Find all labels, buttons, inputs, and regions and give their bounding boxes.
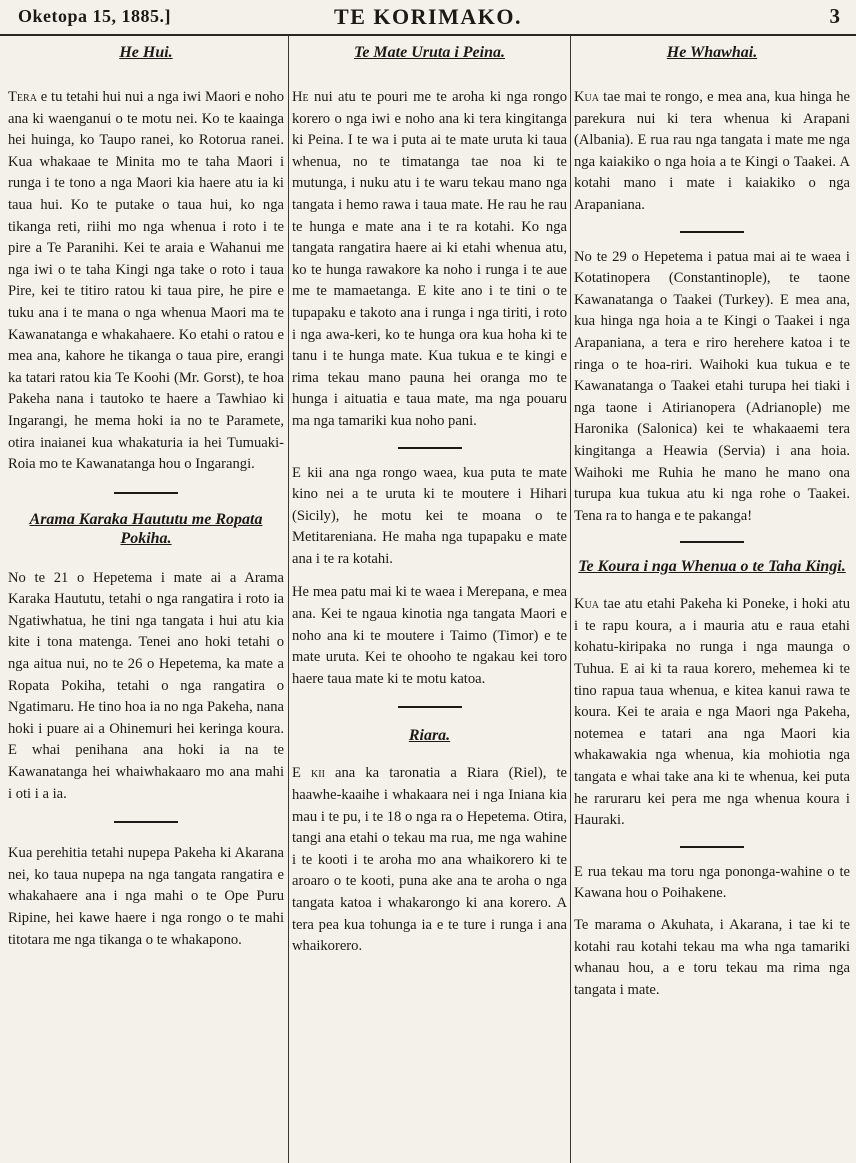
- article-he-hui: [8, 87, 284, 476]
- article-merepana: He mea patu mai ki te waea i Merepana, e mea ana. Kei te ngaua kinotia nga tangata Maori e noho ana ki te moutere i Taimo (Timor) e te mate uruta. Kei te ohooho te ngakau kei toro haere taua mate ki te motu katoa.: [292, 584, 567, 687]
- lead-word: He: [292, 89, 309, 105]
- article-text: tae atu etahi Pakeha ki Poneke, i hoki atu i te rapu koura, a i mauria atu e raua etahi kohatu-kiripaka no runga i nga maunga o Tuhua. E ai ki ta raua korero, mehemea ki te tino rapua taua whenua, e kitea kanui rawa te koura. Kei te araia e nga Maori nga Pakeha, notemea e tatari ana nga Maori kia whakawakia nga whenua, kia mohiotia nga tangata e whai take ana ki te whenua, kei puta he raruraru kei pera me nga whenua koura i Hauraki.: [574, 596, 850, 829]
- newspaper-title: TE KORIMAKO.: [334, 4, 522, 29]
- article-hihari: E kii ana nga rongo waea, kua puta te mate kino nei a te uruta ki te moutere i Hihari (Sicily), he motu kei te moana o te Metitareniana. He maha nga tupapaku e mate ana i te ra kotahi.: [292, 464, 567, 567]
- section-rule: [114, 492, 178, 494]
- article-text: ana ka taronatia a Riara (Riel), te haawhe-kaaihe i whakaara nei i nga Iniana kia mau i te pu, i te 18 o nga ra o Hepetema. Otira, tangi ana etahi o tekau ma rua, me nga wahine i te kooti i te aroha mo ana whaikorero ki te aroaro o te kooti, puna ake ana te aroha o nga tangata katoa i whakarongo ki ana korero. A tera pea kua tohunga ia e te ture i runga i ana whaikorero.: [292, 765, 567, 955]
- section-rule: [398, 706, 462, 708]
- column-divider: [288, 36, 289, 1163]
- article-text: tae mai te rongo, e mea ana, kua hinga he parekura nui ki tera whenua ki Arapani (Albania). E rua rau nga tangata i mate me nga nga kaiakiko o nga hoia a te Kingi o Taakei. A kotahi mano i mate i kaiakiko o nga Arapaniana.: [574, 89, 850, 213]
- section-rule: [114, 821, 178, 823]
- section-rule: [680, 846, 744, 848]
- heading-riara: Riara.: [408, 727, 451, 745]
- section-rule: [680, 231, 744, 233]
- article-whawhai: [574, 87, 850, 217]
- column-3: [574, 37, 850, 1163]
- article-akuhata: Te marama o Akuhata, i Akarana, i tae ki te kotahi rau kotahi tekau ma wha nga tamariki whanau hou, a e toru tekau ma rima nga tangata i mate.: [574, 917, 850, 998]
- article-nupepa: Kua perehitia tetahi nupepa Pakeha ki Akarana nei, ko taua nupepa na nga tangata rangatira e whakahaere ana i nga mahi o te Ope Puru Ripine, hei kawe haere i nga rongo o te mahi titotara me nga tikanga o te whakapono.: [8, 845, 284, 948]
- lead-word: Tera: [8, 89, 37, 105]
- lead-word: Kua: [574, 89, 599, 105]
- heading-he-hui: He Hui.: [119, 44, 173, 61]
- article-arama-karaka: No te 21 o Hepetema i mate ai a Arama Karaka Haututu, tetahi o nga rangatira i roto ia Ngatiwhatua, he tini nga tangata i hui atu kia kite i tona matenga. Tenei ano hoki tetahi o nga aitua nui, no te 26 o Hepetema, ka mate a Ropata Pokiha, tetahi o nga rangatira o Ngatimaru. He tino hoa ia no nga Pakeha, nana hoki i puare ai a Ohinemuri hei keringa koura. E whai penihana ana hoki ia na te Kawanatanga hei whaiwhakaaro mo ana mahi i oti i a ia.: [8, 569, 284, 802]
- column-1: [8, 37, 284, 1163]
- page-number: 3: [829, 4, 840, 28]
- section-rule: [398, 447, 462, 449]
- lead-word: E kii: [292, 765, 325, 782]
- article-mate-uruta: [292, 87, 567, 433]
- heading-whawhai: He Whawhai.: [666, 44, 758, 61]
- article-text: nui atu te pouri me te aroha ki nga rongo korero o nga iwi e noho ana ki tera kingitanga ki Peina. I te wa i puta ai te mate uruta ki taua whenua, no te timatanga tae noa ki te mutunga, i nuku atu i te waru tekau mano nga tangata i hemo rawa i taua mate. He rau he rau te hunga e mate ana i te ra kotahi. Ko nga tangata rangatira haere ai ki etahi whenua atu, ko te hunga rawakore ka noho i runga i te aue me te mamaetanga. E kite ano i te tini o te tupapaku e takoto ana i runga i nga tiriti, i roto i nga awa-keri, ko te hunga ora kua hoha ki te tanu i te hunga mate. Kua tukua e te kingi e rima tekau mano pauna hei oranga mo te hunga i aituatia e taua mate, ma nga pouaru ma nga tamariki kua noho pani.: [292, 89, 567, 429]
- article-kotatinopera: No te 29 o Hepetema i patua mai ai te waea i Kotatinopera (Constantinople), te taone Kawanatanga o Taakei (Turkey). E mea ana, kua hinga nga hoia a te Kingi o Taakei i nga Arapaniana, a tera e riro herehere katoa i te ringa o te hoa-riri. Waihoki kua tukua e te Kawanatanga o Taakei etahi turupa hei tiaki i nga taone i Atirianopera (Adrianople) me Haronika (Salonica) kei te whakaaemi tera kingitanga a Heawia (Servia) i ana hoia. Waihoki me Ruhia he mano he mano ona turupa kua tukua atu ki nga rohe o Taakei. Tena ra to hanga e te pakanga!: [574, 248, 850, 524]
- issue-date: Oketopa 15, 1885.]: [18, 6, 171, 26]
- article-text: e tu tetahi hui nui a nga iwi Maori e noho ana ki waenganui o te motu nei. Ko te kaainga hei huinga, ko Taupo ranei, ko Rotorua ranei. Kua whakaae te Minita mo te taha Maori i runga i te tono a nga Maori kia haere atu ia ki taua hui. Ko te putake o taua hui, ko nga tikanga reti, riihi mo nga whenua i roto i te pire a Te Paranihi. Kei te araia e Wahanui me nga iwi o te taha Kingi nga take o roto i taua Pire, kei te titiro ratou ki taua pire, he pire e tuku ana i te mana o nga whenua Maori ma te Kawanatanga e whakahaere. Ko etahi o ratou e mea ana, kahore he tikanga o taua pire, erangi ka tatari ratou kia Te Koohi (Mr. Gorst), te hoa Pakeha nana i tautoko te haere a Tawhiao ki Ingarangi, he mema hoki ia no te Paramete, otira inaianei kua whakaturia ia hei Tumuaki-Roia mo te Kawanatanga hou o Ingarangi.: [8, 89, 284, 473]
- article-koura: [574, 594, 850, 832]
- column-divider: [570, 36, 571, 1163]
- heading-mate-uruta: Te Mate Uruta i Peina.: [354, 44, 505, 61]
- page-header: [0, 0, 856, 36]
- heading-arama-karaka: Arama Karaka Haututu me Ropata Pokiha.: [29, 510, 263, 547]
- section-rule: [680, 541, 744, 543]
- column-2: [292, 37, 567, 1163]
- article-riara: [292, 763, 567, 957]
- lead-word: Kua: [574, 596, 599, 613]
- heading-koura: Te Koura i nga Whenua o te Taha Kingi.: [578, 558, 846, 576]
- article-poihakene: E rua tekau ma toru nga pononga-wahine o te Kawana hou o Poihakene.: [574, 863, 850, 902]
